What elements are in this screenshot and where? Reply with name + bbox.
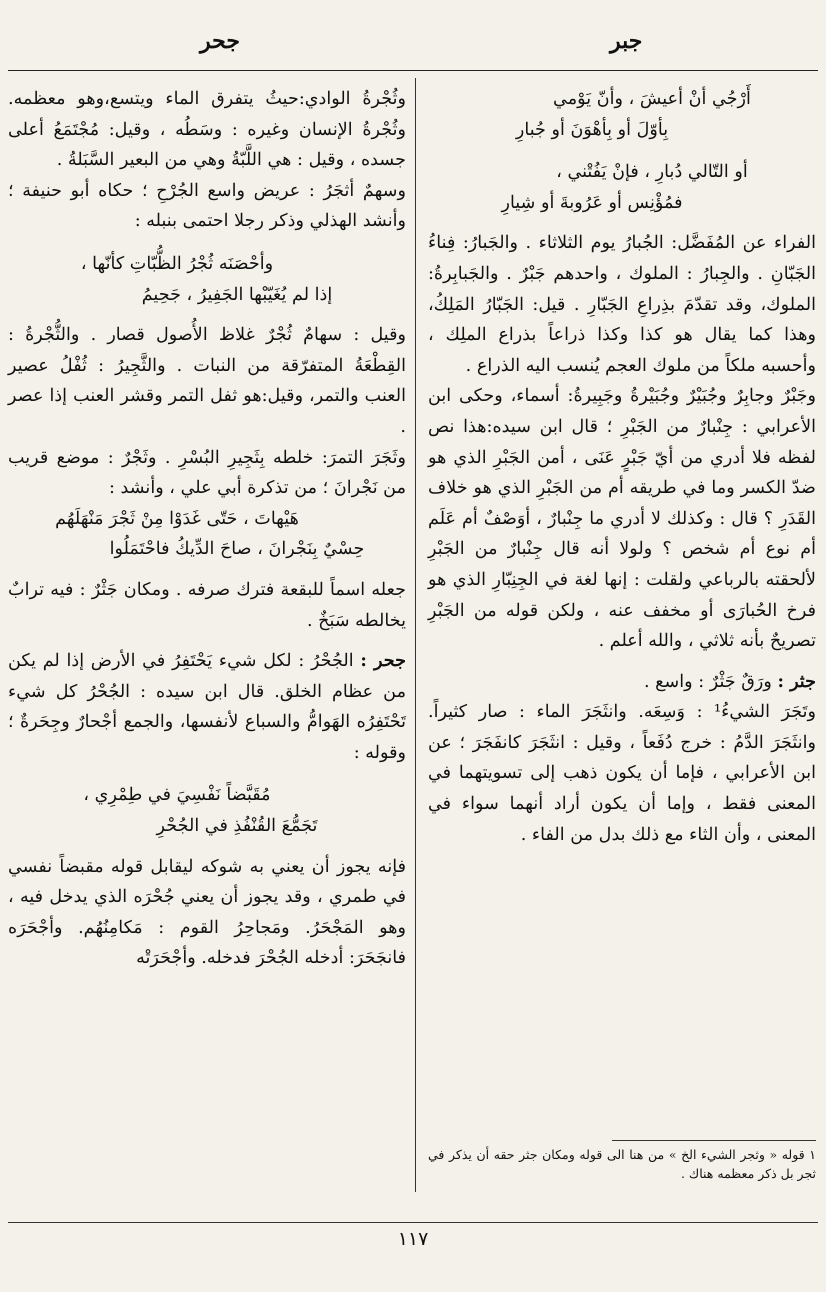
left-column — [8, 84, 406, 974]
verse-line: إذا لم يُغَيّبْها الجَفِيرُ ، جَحِيمُ — [141, 284, 333, 305]
verse-line: أَرْجُي أنْ أعيشَ ، وأنّ يَوْمي — [553, 89, 751, 109]
verse-line: فمُؤْنِس أو عَرُوبةَ أو شِيارِ — [501, 192, 683, 213]
right-column — [428, 84, 816, 850]
paragraph: وجَبْرٌ وجابِرٌ وجُبَيْرٌ وجُبَيْرةُ وجَبِيرةُ: أسماء، وحكى ابن الأعرابي : جِنْبارٌ من الجَبْرِ ؛ قال ابن سيده:هذا نص لفظه فلا أدري من أيّ جَبْرٍ عَنَى ، أمن الجَبْرِ الذي هو ضدّ الكسر وما في طريقه أم من الجَبْرِ الذي هو خلاف القَدَرِ ؟ قال : وكذلك لا أدري ما جِنْبارٌ ، أوَصْفٌ أم عَلَم أم نوع أم شخص ؟ ولولا أنه قال جِنْبارٌ من الجَبْرِ لألحقته بالرباعي ولقلت : إنها لغة في الجِنِبّارِ الذي هو فرخ الحُبارَى أو مخفف عنه ، ولكن قوله من الجَبْرِ تصريحٌ بأنه ثلاثي ، والله أعلم . — [428, 386, 816, 652]
running-head-left: جحر — [200, 28, 240, 54]
page-number: ١١٧ — [397, 1228, 429, 1250]
entry-text: الجُحْرُ : لكل شيء يَحْتَفِرُ في الأرض إذا لم يكن من عظام الخلق. قال ابن سيده : الجُحْرُ كل شيء تَحْتَفِرُه الهَوامُّ والسباع لأنفسها، والجمع أجْحارٌ وجِحَرةٌ ؛ وقوله : — [8, 651, 406, 763]
footnote-rule — [612, 1140, 816, 1141]
paragraph: وقيل : سهامٌ ثُجْرٌ غلاظ الأُصول قصار . والثُّجْرةُ : القِطْعَةُ المتفرّقة من النبات . والثَّجِيرُ : ثُفْلُ عصير العنب والتمر، وقيل:هو ثفل التمر وقشر العنب إذا عصر . — [8, 325, 406, 437]
entry-paragraph — [8, 646, 406, 768]
paragraph: وتَجَرَ الشيءُ¹ : وَسِعَه. وانثَجَرَ الماء : صار كثيراً. وانثَجَرَ الدَّمُ : خرج دُفَعاً ، وقيل : انثَجَرَ كانفَجَرَ ؛ عن ابن الأعرابي ، فإما أن يكون ذهب إلى تسويتهما في المعنى فقط ، وإما أن يكون أراد أنهما سواء في المعنى ، وأن الثاء مع ذلك بدل من الفاء . — [428, 702, 816, 845]
entry-text: ورَقٌ جَثْرٌ : واسع . — [643, 671, 778, 692]
footer-rule — [8, 1222, 818, 1223]
verse-line: هَيْهاتَ ، حَتّى غَدَوْا مِنْ ثَجْرَ مَنْهَلَهُم — [55, 508, 299, 529]
running-head-right: جبر — [610, 28, 643, 54]
entry-headword: جثر : — [777, 670, 816, 692]
verse-line: بِأوّلَ أو بِأهْوَنَ أو جُبارِ — [515, 119, 669, 140]
verse-line: تَجَمُّعَ القُنْفُذِ في الجُحْرِ — [156, 816, 318, 837]
paragraph: وثَجَرَ التمرَ: خلطه بِثَجِيرِ البُسْرِ . وثَجْرٌ : موضع قريب من نَجْرانَ ؛ من تذكرة أبي علي ، وأنشد : — [8, 447, 406, 499]
verse-line: وأحْصَنَه ثُجْرُ الظُّبّاتِ كأنّها ، — [80, 253, 274, 274]
verse-line: حِسْيٌ بِنَجْرانَ ، صاحَ الدِّيكُ فاحْتَمَلُوا — [109, 539, 365, 560]
paragraph: جعله اسماً للبقعة فترك صرفه . ومكان جَثْرٌ : فيه ترابٌ يخالطه سَبَخٌ . — [8, 579, 406, 631]
verse-line: مُقَبَّضاً نَفْسِيَ في طِمْرِي ، — [83, 785, 271, 806]
column-divider — [415, 78, 416, 1192]
entry-headword: جحر : — [360, 650, 406, 672]
verse-line: أو التّالي دُبارِ ، فإنْ يَفُتْني ، — [556, 162, 748, 183]
entry-paragraph — [428, 667, 816, 698]
header-rule — [8, 70, 818, 71]
paragraph: الفراء عن المُفَضَّل: الجُبارُ يوم الثلاثاء . والجَبارُ: فِناءُ الجَبّانِ . والجِبارُ : الملوك ، واحدهم جَبْرٌ . والجَبابِرةُ: الملوك، وقد تقدّمَ بذِراعِ الجَبّارِ . قيل: الجَبّارُ المَلِكُ، وهذا كما يقال هو كذا وكذا ذراعاً بذراع الملِك ، وأحسبه ملكاً من ملوك العجم يُنسب اليه الذراع . — [428, 233, 816, 376]
paragraph: وثُجْرةُ الوادي:حيثُ يتفرق الماء ويتسع،وهو معظمه. وثُجْرةُ الإنسان وغيره : وسَطُه ، وقيل: مُجْتَمَعُ أعلى جسده ، وقيل : هي اللَّبّةُ وهي من البعير السَّبَلةُ . — [8, 89, 406, 171]
paragraph: وسهمٌ أثجَرُ : عريض واسع الجُرْحِ ؛ حكاه أبو حنيفة ؛ وأنشد الهذلي وذكر رجلا احتمى بنبله : — [8, 180, 406, 232]
footnote: ١ قوله « وثجر الشيء الخ » من هنا الى قوله ومكان جثر حقه أن يذكر في ثجر بل ذكر معظمه هناك . — [428, 1147, 816, 1181]
paragraph: فإنه يجوز أن يعني به شوكه ليقابل قوله مقبضاً نفسي في طمري ، وقد يجوز أن يعني جُحْرَه الذي يدخل فيه ، وهو المَجْحَرُ. ومَجاحِرُ القوم : مَكامِنُهُم. وأجْحَرَه فانجَحَرَ: أدخله الجُحْرَ فدخله. وأجْحَرَتْه — [8, 856, 406, 969]
